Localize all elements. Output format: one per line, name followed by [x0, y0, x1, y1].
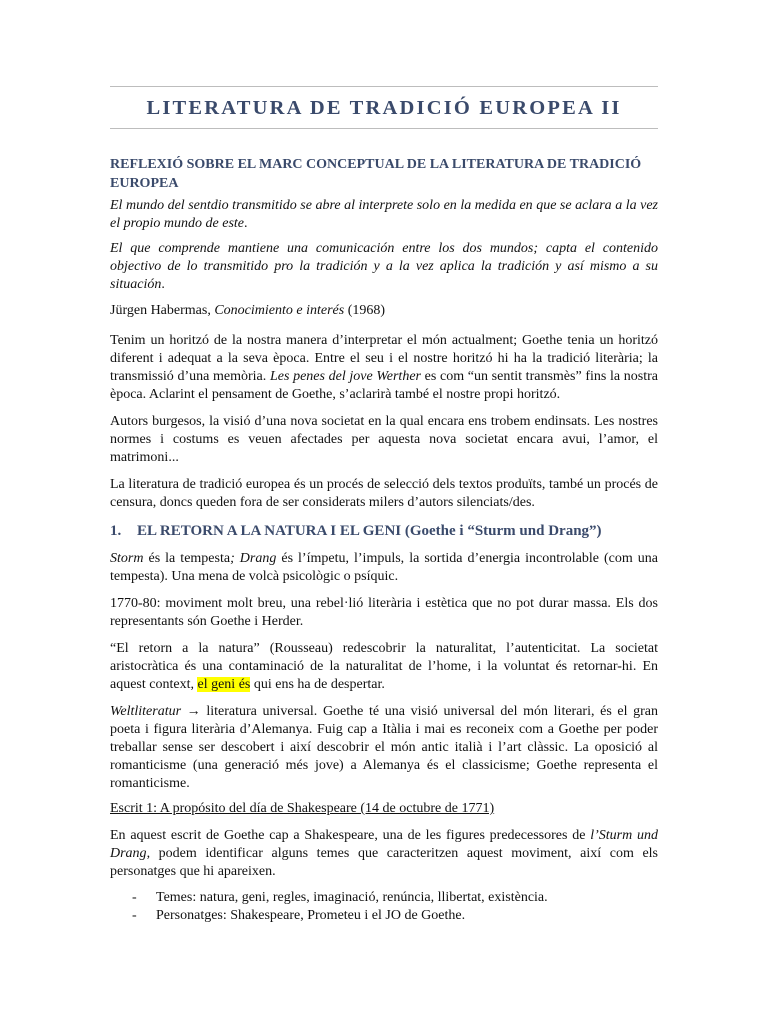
paragraph-weltliteratur — [110, 703, 658, 793]
paragraph-storm — [110, 550, 658, 586]
citation-author: Jürgen Habermas, — [110, 303, 215, 318]
weltliteratur-text: literatura universal. Goethe té una visió universal del món literari, és el gran poeta i figura literària d’Alemanya. Fuig cap a Itàlia i mai es reconeix com a Goethe per poder treballar sense ser descobert i així descobrir el món antic italià i l’art clàssic. La oposició al romanticisme (una generació més jove) a Alemanya és el classicisme; Goethe representa el romanticisme. — [110, 704, 659, 791]
sturm-und-drang-title: l’Sturm und Drang — [110, 828, 658, 861]
paragraph-escrit-a: En aquest escrit de Goethe cap a Shakespeare, una de les figures predecessores de — [110, 828, 591, 843]
quote-1-end: . — [244, 216, 248, 231]
themes-list — [110, 889, 658, 925]
document-title: LITERATURA DE TRADICIÓ EUROPEA II — [146, 97, 622, 119]
storm-def: és la tempesta — [143, 551, 231, 566]
dash-bullet: - — [132, 890, 137, 905]
paragraph-literatura: La literatura de tradició europea és un procés de selecció dels textos produïts, també un procés de censura, doncs queden fora de ser considerats milers d’autors silenciats/des. — [110, 477, 658, 510]
paragraph-retorn-b: qui ens ha de despertar. — [250, 677, 385, 692]
paragraph-horitzo — [110, 332, 658, 404]
highlighted-text: el geni és — [197, 677, 251, 692]
heading-section-1-number: 1. — [110, 523, 122, 539]
list-item-text: Personatges: Shakespeare, Prometeu i el JO de Goethe. — [156, 908, 466, 923]
title-bottom-rule — [110, 128, 658, 129]
document-body — [110, 86, 658, 925]
escrit-1-title: Escrit 1: A propósito del día de Shakespeare (14 de octubre de 1771) — [110, 801, 495, 816]
quote-1-text: El mundo del sentdio transmitido se abre al interprete solo en la medida en que se aclara a la vez el propio mundo de este — [110, 198, 658, 231]
citation-year: (1968) — [344, 303, 386, 318]
quote-2-text: El que comprende mantiene una comunicación entre los dos mundos; capta el contenido objectivo de lo transmitido pro la tradición y a la vez aplica la tradición y así mismo a su situación — [110, 241, 658, 292]
paragraph-escrit — [110, 827, 658, 881]
paragraph-retorn — [110, 640, 658, 694]
paragraph-autors: Autors burgesos, la visió d’una nova societat en la qual encara ens trobem endinsats. Les nostres normes i costums es veuen afectades per aquesta nova societat encara avui, l’amor, el matrimoni... — [110, 414, 658, 465]
paragraph-escrit-b: , podem identificar alguns temes que caracteritzen aquest moviment, així com els personatges que hi apareixen. — [110, 846, 658, 879]
semicolon: ; — [230, 551, 240, 566]
paragraph-retorn-a: “El retorn a la natura” (Rousseau) redescobrir la naturalitat, l’autenticitat. La societat aristocràtica és una contaminació de la naturalitat de l’home, i la voluntat és retornar-hi. En aquest context, — [110, 641, 658, 692]
title-top-rule — [110, 86, 658, 87]
escrit-1-heading — [110, 800, 658, 818]
heading-section-1-text: EL RETORN A LA NATURA I EL GENI (Goethe i “Sturm und Drang”) — [137, 523, 602, 539]
heading-section-1 — [110, 521, 658, 541]
section-subtitle: REFLEXIÓ SOBRE EL MARC CONCEPTUAL DE LA LITERATURA DE TRADICIÓ EUROPEA — [110, 157, 642, 191]
paragraph-horitzo-b: es com “un sentit transmès” fins la nostra època. Aclarint el pensament de Goethe, s’aclarirà també el nostre propi horitzó. — [110, 369, 659, 402]
list-item — [132, 907, 658, 925]
list-item-text: Temes: natura, geni, regles, imaginació, renúncia, llibertat, existència. — [156, 890, 548, 905]
list-item — [132, 889, 658, 907]
paragraph-1770: 1770-80: moviment molt breu, una rebel·lió literària i estètica que no pot durar massa. Els dos representants són Goethe i Herder. — [110, 596, 658, 629]
citation — [110, 302, 658, 320]
paragraph-horitzo-a: Tenim un horitzó de la nostra manera d’interpretar el món actualment; Goethe tenia un horitzó diferent i adequat a la seva època. Entre el seu i el nostre horitzó hi ha la tradició literària; la transmissió d’una memòria. — [110, 333, 658, 384]
werther-title: Les penes del jove Werther — [269, 369, 421, 384]
drang-term: Drang — [239, 551, 277, 566]
citation-work: Conocimiento e interés — [214, 303, 345, 318]
drang-def: és l’ímpetu, l’impuls, la sortida d’energia incontrolable (com una tempesta). Una mena de volcà psicològic o psíquic. — [110, 551, 658, 584]
quote-2 — [110, 240, 658, 294]
quote-1 — [110, 197, 658, 233]
dash-bullet: - — [132, 908, 137, 923]
quote-2-end: . — [161, 277, 165, 292]
arrow-icon: → — [181, 704, 207, 719]
weltliteratur-term: Weltliteratur — [110, 704, 182, 719]
storm-term: Storm — [110, 551, 144, 566]
